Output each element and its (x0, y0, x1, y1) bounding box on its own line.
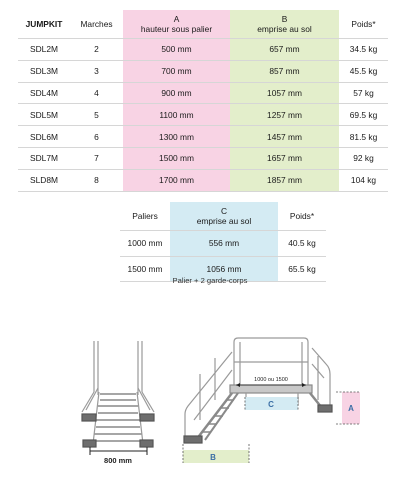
cell-steps: 7 (70, 147, 123, 169)
cell-a: 700 mm (123, 60, 230, 82)
header-b-letter: B (281, 13, 288, 24)
cell-c: 1056 mm (170, 256, 278, 282)
header-weight: Poids* (351, 18, 376, 29)
header-steps: Marches (80, 18, 113, 29)
dimension-c-label: C (268, 400, 274, 409)
dimension-b-label: B (210, 453, 216, 462)
cell-weight: 65.5 kg (278, 256, 326, 282)
cell-weight: 69.5 kg (339, 104, 388, 126)
dimension-a-label: A (348, 404, 354, 413)
cell-a: 1700 mm (123, 169, 230, 191)
cell-a: 500 mm (123, 39, 230, 61)
cell-weight: 92 kg (339, 147, 388, 169)
side-view (184, 338, 332, 443)
table-caption: Palier + 2 garde-corps (172, 276, 248, 285)
cell-b: 1657 mm (230, 147, 339, 169)
width-dimension-label: 800 mm (104, 456, 132, 465)
cell-weight: 45.5 kg (339, 60, 388, 82)
cell-b: 857 mm (230, 60, 339, 82)
cell-a: 900 mm (123, 82, 230, 104)
cell-model: SDL3M (18, 60, 70, 82)
cell-model: SDL2M (18, 39, 70, 61)
cell-landing: 1500 mm (120, 256, 170, 282)
header-c-desc: emprise au sol (196, 216, 252, 226)
cell-landing: 1000 mm (120, 231, 170, 257)
cell-b: 657 mm (230, 39, 339, 61)
cell-steps: 5 (70, 104, 123, 126)
cell-b: 1057 mm (230, 82, 339, 104)
header-a-desc: hauteur sous palier (140, 24, 213, 34)
cell-c: 556 mm (170, 231, 278, 257)
cell-steps: 8 (70, 169, 123, 191)
header-weight: Poids* (289, 210, 315, 221)
cell-model: SDL5M (18, 104, 70, 126)
cell-a: 1500 mm (123, 147, 230, 169)
cell-a: 1300 mm (123, 126, 230, 148)
front-view (82, 341, 154, 455)
cell-model: SDL7M (18, 147, 70, 169)
cell-steps: 4 (70, 82, 123, 104)
cell-steps: 3 (70, 60, 123, 82)
cell-b: 1857 mm (230, 169, 339, 191)
header-landings: Paliers (132, 210, 158, 221)
cell-weight: 40.5 kg (278, 231, 326, 257)
cell-weight: 34.5 kg (339, 39, 388, 61)
header-b-desc: emprise au sol (257, 24, 312, 34)
cell-b: 1257 mm (230, 104, 339, 126)
header-c-letter: C (220, 205, 228, 216)
cell-model: SDL6M (18, 126, 70, 148)
header-model: JUMPKIT (25, 18, 63, 29)
cell-weight: 81.5 kg (339, 126, 388, 148)
cell-model: SLD8M (18, 169, 70, 191)
cell-steps: 2 (70, 39, 123, 61)
cell-b: 1457 mm (230, 126, 339, 148)
cell-weight: 104 kg (339, 169, 388, 191)
header-a-letter: A (173, 13, 180, 24)
cell-steps: 6 (70, 126, 123, 148)
dimension-b-box (183, 450, 249, 463)
landing-dimension-label: 1000 ou 1500 (254, 377, 288, 383)
cell-a: 1100 mm (123, 104, 230, 126)
cell-model: SDL4M (18, 82, 70, 104)
cell-weight: 57 kg (339, 82, 388, 104)
